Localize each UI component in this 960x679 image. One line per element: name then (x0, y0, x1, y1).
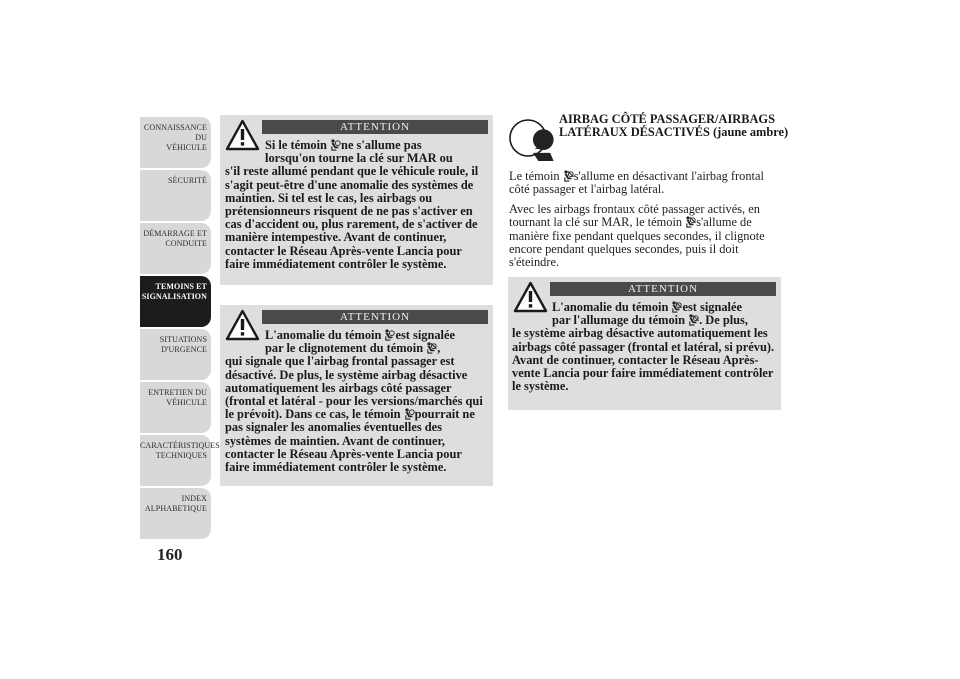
warning-heading: ATTENTION (262, 310, 488, 324)
paragraph-1: Le témoin s'allume en désactivant l'airbag frontal côté passager et l'airbag latéral. (509, 169, 764, 197)
side-navigation (140, 117, 220, 541)
airbag-icon (384, 329, 395, 341)
tab-temoins-et-signalisation[interactable]: TEMOINS ET SIGNALISATION (140, 276, 211, 327)
tab-index-alphabetique[interactable]: INDEX ALPHABETIQUE (140, 488, 211, 539)
tab-caracteristiques-techniques[interactable]: CARACTÉRISTIQUES TECHNIQUES (140, 435, 211, 486)
tab-situations-urgence[interactable]: SITUATIONS D'URGENCE (140, 329, 211, 380)
airbag-off-icon (688, 314, 699, 326)
airbag-off-icon (685, 216, 696, 228)
page-number: 160 (157, 545, 183, 564)
airbag-icon (404, 408, 415, 420)
warning-text: L'anomalie du témoin est signalée par l'allumage du témoin . De plus, le système airbag désactive automatiquement les airbags côté passager (frontal et latéral, si prévu). Avant de continuer, contacter le Réseau Après-vente Lancia pour faire immédiatement contrôler le système. (512, 300, 775, 394)
warning-box-2 (220, 305, 493, 486)
warning-text: Si le témoin ne s'allume pas lorsqu'on tourne la clé sur MAR ou s'il reste allumé pendant que le véhicule roule, il s'agit peut-être d'une anomalie des systèmes de maintien. Si tel est le cas, les airbags ou prétensionneurs risquent de ne pas s'activer en cas d'accident ou, plus rarement, de s'activer de manière intempestive. Avant de continuer, contacter le Réseau Après-vente Lancia pour faire immédiatement contrôler le système. (225, 138, 479, 271)
warning-heading: ATTENTION (262, 120, 488, 134)
section-icon-number: 2 (535, 141, 540, 152)
tab-demarrage-et-conduite[interactable]: DÉMARRAGE ET CONDUITE (140, 223, 211, 274)
tab-securite[interactable]: SÉCURITÉ (140, 170, 211, 221)
warning-heading: ATTENTION (550, 282, 776, 296)
airbag-off-icon (563, 170, 574, 182)
tab-connaissance-du-vehicule[interactable]: CONNAISSANCE DU VÉHICULE (140, 117, 211, 168)
warning-text: L'anomalie du témoin est signalée par le clignotement du témoin , qui signale que l'airbag frontal passager est désactivé. De plus, le système airbag désactive automatiquement les airbags côté passager (frontal et latéral - pour les versions/marchés qui le prévoit). Dans ce cas, le témoin pourrait ne pas signaler les anomalies éventuelles des systèmes de maintien. Avant de continuer, contacter le Réseau Après-vente Lancia pour faire immédiatement contrôler le système. (225, 328, 483, 475)
airbag-off-icon (426, 342, 437, 354)
warning-box-1 (220, 115, 493, 285)
section-title: AIRBAG CÔTÉ PASSAGER/AIRBAGS LATÉRAUX DÉSACTIVÉS (jaune ambre) (559, 112, 789, 139)
tab-entretien-du-vehicule[interactable]: ENTRETIEN DU VÉHICULE (140, 382, 211, 433)
paragraph-2: Avec les airbags frontaux côté passager activés, en tournant la clé sur MAR, le témoin s'allume de manière fixe pendant quelques secondes, il clignote encore pendant quelques secondes, puis il doit s'éteindre. (509, 202, 765, 270)
airbag-off-indicator-icon (506, 117, 554, 161)
airbag-off-icon (671, 301, 682, 313)
warning-box-3 (508, 277, 781, 410)
airbag-icon (330, 139, 341, 151)
